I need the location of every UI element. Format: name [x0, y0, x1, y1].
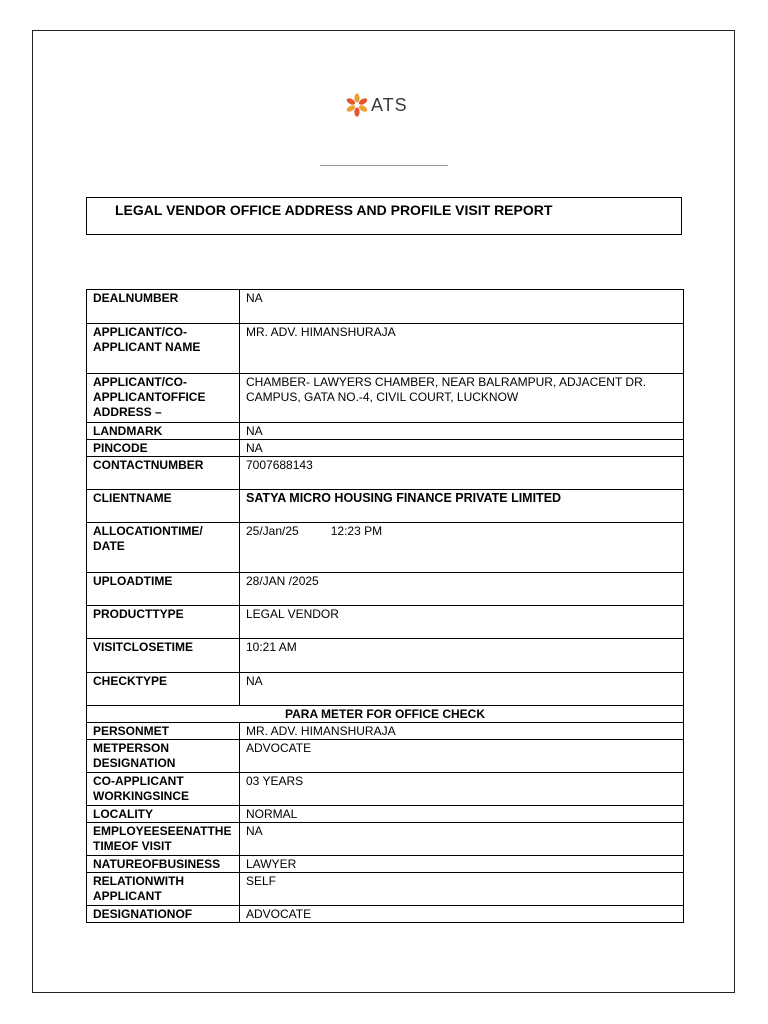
table-row [87, 290, 684, 324]
row-value: LEGAL VENDOR [240, 606, 684, 639]
table-row [87, 457, 684, 490]
row-value: NA [240, 290, 684, 324]
allocation-date: 25/Jan/25 [246, 524, 299, 538]
row-label: VISITCLOSETIME [87, 639, 240, 673]
row-label: RELATIONWITH APPLICANT [87, 873, 240, 906]
table-row [87, 823, 684, 856]
allocation-value [240, 523, 684, 573]
row-value: 28/JAN /2025 [240, 573, 684, 606]
row-label: APPLICANT/CO-APPLICANT NAME [87, 324, 240, 374]
table-row [87, 423, 684, 440]
report-table [86, 289, 684, 923]
row-label: PRODUCTTYPE [87, 606, 240, 639]
table-row [87, 856, 684, 873]
row-label: EMPLOYEESEENATTHE TIMEOF VISIT [87, 823, 240, 856]
table-row [87, 490, 684, 523]
row-value: NA [240, 673, 684, 706]
row-value: ADVOCATE [240, 906, 684, 923]
allocation-time: 12:23 PM [330, 524, 383, 538]
row-label: PERSONMET [87, 723, 240, 740]
ats-logo-icon [344, 92, 370, 118]
row-value: SELF [240, 873, 684, 906]
row-value: ADVOCATE [240, 740, 684, 773]
table-row [87, 374, 684, 423]
row-label: UPLOADTIME [87, 573, 240, 606]
row-label: CONTACTNUMBER [87, 457, 240, 490]
row-label: CHECKTYPE [87, 673, 240, 706]
row-value: NA [240, 823, 684, 856]
client-name-value: SATYA MICRO HOUSING FINANCE PRIVATE LIMITED [240, 490, 684, 523]
row-label: APPLICANT/CO-APPLICANTOFFICE ADDRESS – [87, 374, 240, 423]
section-heading: PARA METER FOR OFFICE CHECK [87, 706, 684, 723]
row-value: NA [240, 423, 684, 440]
row-value: CHAMBER- LAWYERS CHAMBER, NEAR BALRAMPUR, ADJACENT DR. CAMPUS, GATA NO.-4, CIVIL COURT, LUCKNOW [240, 374, 684, 423]
row-label: NATUREOFBUSINESS [87, 856, 240, 873]
table-row [87, 723, 684, 740]
report-title: LEGAL VENDOR OFFICE ADDRESS AND PROFILE VISIT REPORT [115, 202, 553, 218]
table-row [87, 773, 684, 806]
table-row [87, 740, 684, 773]
row-value: 03 YEARS [240, 773, 684, 806]
row-label: LOCALITY [87, 806, 240, 823]
table-row [87, 606, 684, 639]
row-value: 10:21 AM [240, 639, 684, 673]
row-label: ALLOCATIONTIME/ DATE [87, 523, 240, 573]
table-row [87, 440, 684, 457]
table-row [87, 573, 684, 606]
table-row [87, 324, 684, 374]
logo-area [320, 40, 448, 166]
row-value: LAWYER [240, 856, 684, 873]
table-row [87, 906, 684, 923]
row-value: MR. ADV. HIMANSHURAJA [240, 723, 684, 740]
row-label: LANDMARK [87, 423, 240, 440]
section-row [87, 706, 684, 723]
row-value: MR. ADV. HIMANSHURAJA [240, 324, 684, 374]
table-row [87, 639, 684, 673]
logo-text: ATS [371, 95, 408, 115]
table-row [87, 523, 684, 573]
row-value: 7007688143 [240, 457, 684, 490]
row-label: CO-APPLICANT WORKINGSINCE [87, 773, 240, 806]
company-logo [344, 92, 408, 118]
row-label: PINCODE [87, 440, 240, 457]
table-row [87, 673, 684, 706]
report-title-box [86, 197, 682, 235]
row-label: DESIGNATIONOF [87, 906, 240, 923]
row-label: METPERSON DESIGNATION [87, 740, 240, 773]
row-value: NA [240, 440, 684, 457]
table-row [87, 873, 684, 906]
table-row [87, 806, 684, 823]
row-label: CLIENTNAME [87, 490, 240, 523]
row-label: DEALNUMBER [87, 290, 240, 324]
row-value: NORMAL [240, 806, 684, 823]
